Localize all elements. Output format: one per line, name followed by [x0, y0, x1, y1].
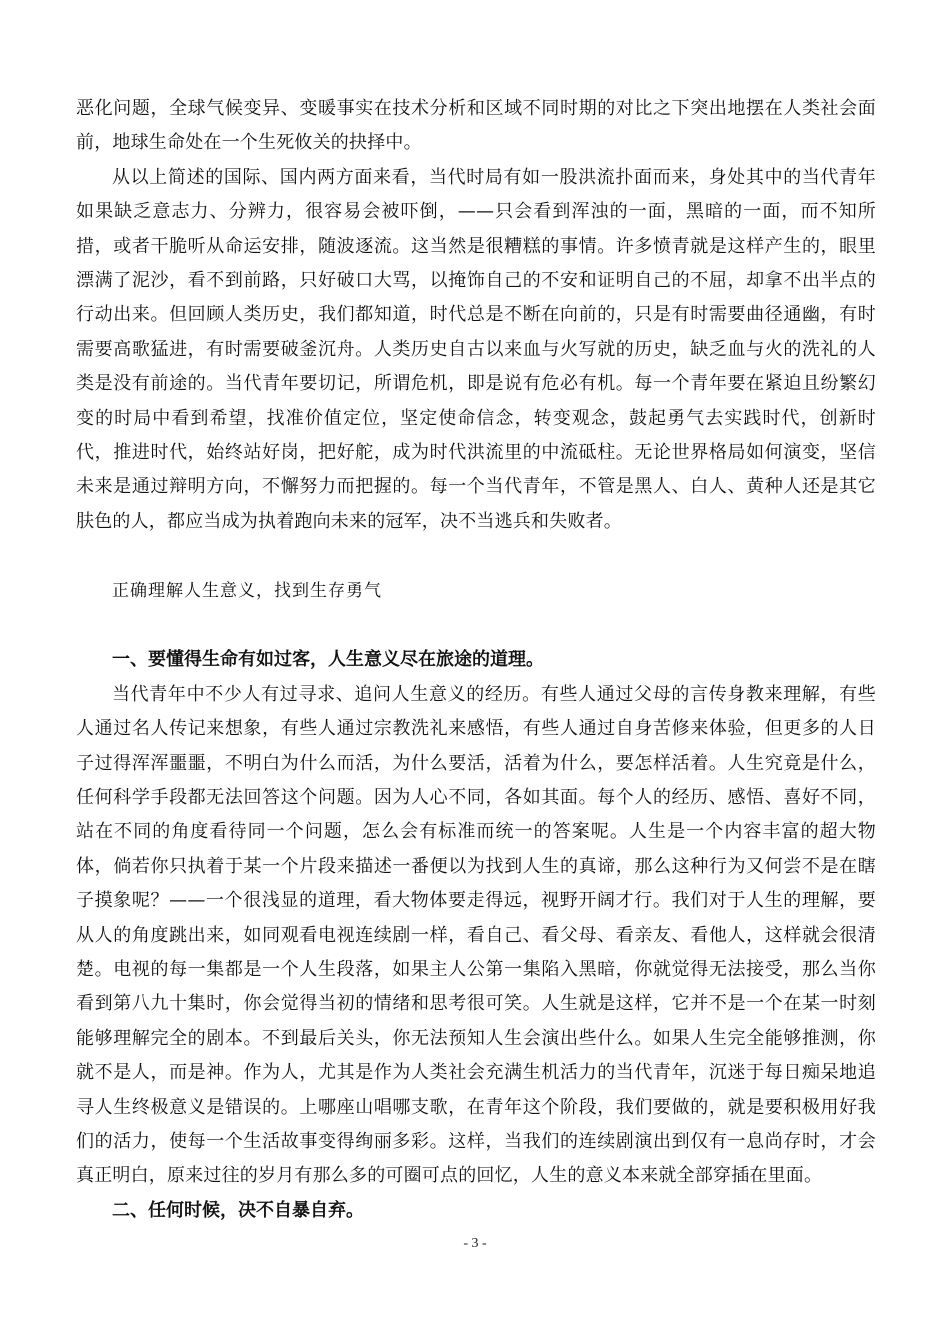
page-number: - 3 -	[463, 1236, 487, 1251]
paragraph-life-meaning: 当代青年中不少人有过寻求、追问人生意义的经历。有些人通过父母的言传身教来理解，有些人通过名人传记来想象，有些人通过宗教洗礼来感悟，有些人通过自身苦修来体验，但更多的人日子过得浑浑噩噩，不明白为什么而活，为什么要活，活着为什么，要怎样活着。人生究竟是什么，任何科学手段都无法回答这个问题。因为人心不同，各如其面。每个人的经历、感悟、喜好不同，站在不同的角度看待同一个问题，怎么会有标准而统一的答案呢。人生是一个内容丰富的超大物体，倘若你只执着于某一个片段来描述一番便以为找到人生的真谛，那么这种行为又何尝不是在瞎子摸象呢？——一个很浅显的道理，看大物体要走得远，视野开阔才行。我们对于人生的理解，要从人的角度跳出来，如同观看电视连续剧一样，看自己、看父母、看亲友、看他人，这样就会很清楚。电视的每一集都是一个人生段落，如果主人公第一集陷入黑暗，你就觉得无法接受，那么当你看到第八九十集时，你会觉得当初的情绪和思考很可笑。人生就是这样，它并不是一个在某一时刻能够理解完全的剧本。不到最后关头，你无法预知人生会演出些什么。如果人生完全能够推测，你就不是人，而是神。作为人，尤其是作为人类社会充满生机活力的当代青年，沉迷于每日痴呆地追寻人生终极意义是错误的。上哪座山唱哪支歌，在青年这个阶段，我们要做的，就是要积极用好我们的活力，使每一个生活故事变得绚丽多彩。这样，当我们的连续剧演出到仅有一息尚存时，才会真正明白，原来过往的岁月有那么多的可圈可点的回忆，人生的意义本来就全部穿插在里面。	[76, 683, 876, 1187]
spacer	[76, 539, 876, 574]
paragraph-continuation: 恶化问题，全球气候变异、变暖事实在技术分析和区域不同时期的对比之下突出地摆在人类社会面前，地球生命处在一个生死攸关的抉择中。	[76, 98, 876, 154]
paragraph-era-analysis: 从以上简述的国际、国内两方面来看，当代时局有如一股洪流扑面而来，身处其中的当代青年如果缺乏意志力、分辨力，很容易会被吓倒，——只会看到浑浊的一面，黑暗的一面，而不知所措，或者干脆听从命运安排，随波逐流。这当然是很糟糕的事情。许多愤青就是这样产生的，眼里漂满了泥沙，看不到前路，只好破口大骂，以掩饰自己的不安和证明自己的不屈，却拿不出半点的行动出来。但回顾人类历史，我们都知道，时代总是不断在向前的，只是有时需要曲径通幽，有时需要高歌猛进，有时需要破釜沉舟。人类历史自古以来血与火写就的历史，缺乏血与火的洗礼的人类是没有前途的。当代青年要切记，所谓危机，即是说有危必有机。每一个青年要在紧迫且纷繁幻变的时局中看到希望，找准价值定位，坚定使命信念，转变观念，鼓起勇气去实践时代，创新时代，推进时代，始终站好岗，把好舵，成为时代洪流里的中流砥柱。无论世界格局如何演变，坚信未来是通过辩明方向，不懈努力而把握的。每一个当代青年，不管是黑人、白人、黄种人还是其它肤色的人，都应当成为执着跑向未来的冠军，决不当逃兵和失败者。	[76, 166, 876, 532]
section-subtitle: 正确理解人生意义，找到生存勇气	[112, 581, 382, 602]
section-heading-2: 二、任何时候，决不自暴自弃。	[112, 1199, 364, 1221]
section-heading-1: 一、要懂得生命有如过客，人生意义尽在旅途的道理。	[112, 649, 544, 671]
spacer	[76, 608, 876, 643]
document-body	[76, 92, 876, 1228]
